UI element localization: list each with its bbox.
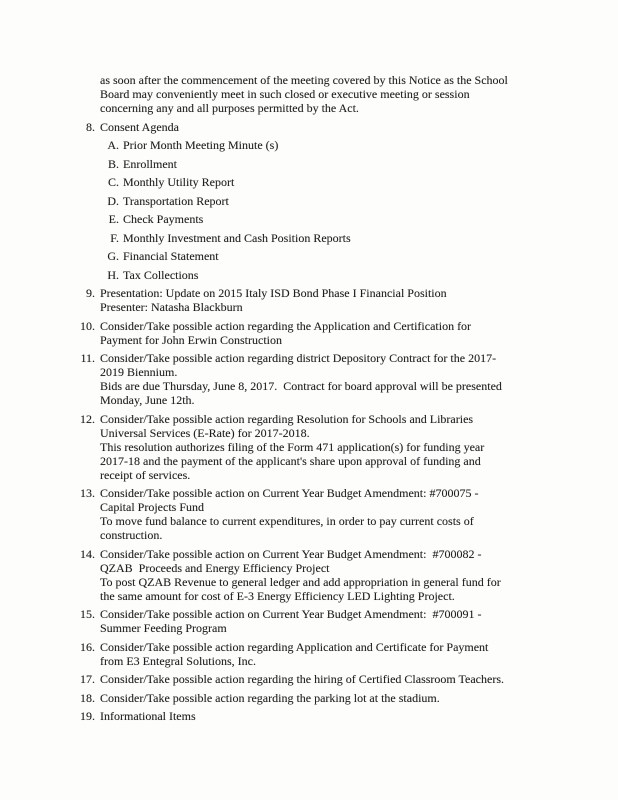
item-body [95,547,618,603]
item-line: construction. [100,528,163,542]
agenda-subitem-g [0,249,618,263]
agenda-item-19 [0,709,618,723]
item-letter: D. [107,193,119,208]
item-body [95,286,618,314]
item-number: 17. [80,672,95,686]
agenda-subitem-f [0,231,618,245]
item-line: Check Payments [123,212,204,226]
item-line: This resolution authorizes filing of the Form 471 application(s) for funding year [100,439,485,454]
item-line: Capital Projects Fund [100,500,204,514]
item-body [119,194,618,208]
item-number: 10. [80,318,95,333]
item-body [95,351,618,407]
item-body [119,138,618,152]
item-line: from E3 Entegral Solutions, Inc. [100,653,256,668]
item-body [119,268,618,282]
item-line: Consider/Take possible action on Current Year Budget Amendment: #700082 - [100,546,482,561]
agenda-item-14 [0,547,618,603]
item-line: Consider/Take possible action regarding the parking lot at the stadium. [100,690,440,705]
item-line: Consider/Take possible action regarding Resolution for Schools and Libraries [100,411,474,426]
item-line: the same amount for cost of E-3 Energy Efficiency LED Lighting Project. [100,588,455,603]
item-body [95,120,618,134]
item-line: 2019 Biennium. [100,365,178,379]
item-line: Monthly Utility Report [123,175,235,189]
item-body [95,607,618,635]
item-number: 11. [80,351,95,365]
intro-paragraph [100,73,618,115]
item-number: 14. [80,546,95,561]
item-number: 12. [80,411,95,426]
agenda-item-18 [0,691,618,705]
item-number: 16. [80,639,95,654]
item-line: Transportation Report [123,193,229,208]
agenda-item-9 [0,286,618,314]
item-line: Consent Agenda [100,119,179,134]
item-line: 2017-18 and the payment of the applicant's share upon approval of funding and [100,453,481,468]
item-line: Payment for John Erwin Construction [100,332,282,347]
item-line: Enrollment [123,156,177,171]
item-line: Consider/Take possible action on Current Year Budget Amendment: #700091 - [100,607,482,621]
agenda-item-11 [0,351,618,407]
agenda-subitem-c [0,175,618,189]
agenda-subitem-e [0,212,618,226]
agenda-content [0,73,618,728]
item-letter: H. [107,267,119,282]
intro-line: Board may conveniently meet in such closed or executive meeting or session [100,87,470,101]
item-letter: G. [107,249,119,263]
agenda-item-12 [0,412,618,482]
item-number: 15. [80,607,95,621]
item-line: Presenter: Natasha Blackburn [100,300,243,314]
item-number: 19. [80,709,95,723]
item-number: 13. [80,486,95,500]
item-body [95,640,618,668]
item-body [95,709,618,723]
item-line: QZAB Proceeds and Energy Efficiency Project [100,560,330,575]
agenda-subitem-b [0,157,618,171]
item-body [95,672,618,686]
item-line: Consider/Take possible action regarding the Application and Certification for [100,318,472,333]
agenda-item-10 [0,319,618,347]
intro-line: concerning any and all purposes permitted by the Act. [100,101,359,115]
item-line: Monthly Investment and Cash Position Reports [123,230,351,245]
agenda-item-15 [0,607,618,635]
agenda-item-16 [0,640,618,668]
item-line: Monday, June 12th. [100,393,195,407]
item-number: 18. [80,690,95,705]
item-line: To post QZAB Revenue to general ledger and add appropriation in general fund for [100,574,501,589]
item-line: Summer Feeding Program [100,621,227,635]
item-line: Tax Collections [123,267,199,282]
item-body [119,212,618,226]
item-letter: E. [108,212,119,226]
item-letter: A. [107,138,119,152]
agenda-subitem-d [0,194,618,208]
item-body [119,249,618,263]
item-body [119,231,618,245]
item-line: Presentation: Update on 2015 Italy ISD Bond Phase I Financial Position [100,286,447,300]
item-line: Consider/Take possible action regarding the hiring of Certified Classroom Teachers. [100,672,504,686]
item-body [95,412,618,482]
item-letter: C. [107,175,119,189]
item-line: To move fund balance to current expenditures, in order to pay current costs of [100,514,474,528]
item-line: Prior Month Meeting Minute (s) [123,138,279,152]
item-number: 9. [86,286,95,300]
agenda-subitem-a [0,138,618,152]
item-line: Universal Services (E-Rate) for 2017-2018. [100,425,310,440]
agenda-item-13 [0,486,618,542]
item-letter: B. [107,156,119,171]
item-body [119,175,618,189]
agenda-item-17 [0,672,618,686]
item-letter: F. [110,230,119,245]
item-line: Informational Items [100,709,196,723]
item-body [119,157,618,171]
agenda-subitem-h [0,268,618,282]
item-line: Consider/Take possible action on Current Year Budget Amendment: #700075 - [100,486,479,500]
item-line: Consider/Take possible action regarding Application and Certificate for Payment [100,639,489,654]
item-line: Bids are due Thursday, June 8, 2017. Contract for board approval will be presented [100,379,502,393]
item-line: Financial Statement [123,249,219,263]
item-body [95,691,618,705]
item-line: receipt of services. [100,467,191,482]
intro-line: as soon after the commencement of the meeting covered by this Notice as the School [100,73,508,87]
item-number: 8. [86,119,95,134]
item-body [95,486,618,542]
agenda-item-8 [0,120,618,134]
item-body [95,319,618,347]
item-line: Consider/Take possible action regarding district Depository Contract for the 2017- [100,351,497,365]
